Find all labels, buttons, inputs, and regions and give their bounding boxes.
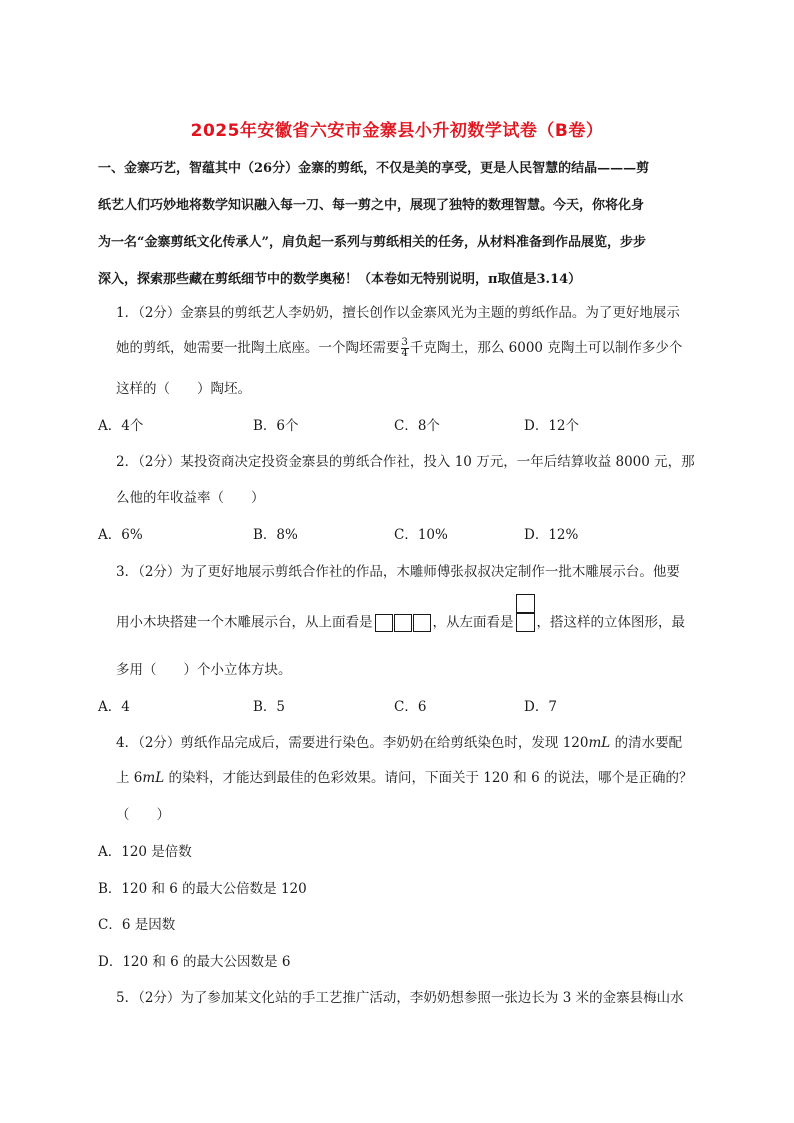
- option-c[interactable]: C．8个: [394, 418, 440, 434]
- q4-line2-b: 的染料，才能达到最佳的色彩效果。请问，下面关于 120 和 6 的说法，哪个是正确的？: [164, 770, 693, 786]
- q2-line2: 么他的年收益率（ ）: [116, 490, 265, 506]
- left-view-figure: [516, 594, 535, 632]
- option-d[interactable]: D．7: [524, 699, 557, 715]
- q4-line1-b: 的清水要配: [610, 735, 683, 751]
- page-title: 2025年安徽省六安市金寨县小升初数学试卷（B卷）: [190, 121, 604, 141]
- option-d[interactable]: D．120 和 6 的最大公因数是 6: [98, 954, 291, 970]
- q4-line1-a: 4．（2分）剪纸作品完成后，需要进行染色。李奶奶在给剪纸染色时，发现 120: [116, 735, 589, 751]
- option-a[interactable]: A．4: [98, 699, 130, 715]
- option-a[interactable]: A．4个: [98, 418, 144, 434]
- section-intro-line: 深入，探索那些藏在剪纸细节中的数学奥秘！（本卷如无特别说明，π取值是3.14）: [98, 272, 582, 287]
- option-b[interactable]: B．6个: [253, 418, 299, 434]
- q4-line2-a: 上 6: [116, 770, 143, 786]
- q2-line1: 2．（2分）某投资商决定投资金寨县的剪纸合作社，投入 10 万元，一年后结算收益 8000 元，那: [116, 454, 695, 470]
- top-view-figure: [375, 614, 431, 632]
- fraction-numerator: 3: [401, 337, 408, 348]
- option-a[interactable]: A．6%: [98, 527, 143, 543]
- unit-ml: mL: [142, 770, 165, 786]
- q1-line2-pre: 她的剪纸，她需要一批陶土底座。一个陶坯需要: [116, 340, 400, 356]
- section-intro: [98, 150, 698, 298]
- option-a[interactable]: A．120 是倍数: [98, 844, 192, 860]
- option-b[interactable]: B．5: [253, 699, 286, 715]
- option-c[interactable]: C．6: [394, 699, 427, 715]
- option-c[interactable]: C．10%: [394, 527, 448, 543]
- unit-ml: mL: [588, 735, 611, 751]
- q1-line1: 1．（2分）金寨县的剪纸艺人李奶奶，擅长创作以金寨风光为主题的剪纸作品。为了更好地展示: [116, 305, 680, 321]
- option-b[interactable]: B．120 和 6 的最大公倍数是 120: [98, 881, 307, 897]
- q1-line3: 这样的（ ）陶坯。: [116, 381, 251, 397]
- option-b[interactable]: B．8%: [253, 527, 298, 543]
- q4-line1: [116, 731, 682, 751]
- q4-line2: [116, 766, 692, 786]
- section-intro-line: 一、金寨巧艺，智蕴其中（26分）金寨的剪纸，不仅是美的享受，更是人民智慧的结晶———剪: [98, 161, 650, 176]
- q4-line3: （ ）: [116, 807, 170, 823]
- q3-line2-b: ，从左面看是: [432, 614, 514, 631]
- section-intro-line: 纸艺人们巧妙地将数学知识融入每一刀、每一剪之中，展现了独特的数理智慧。今天，你将化身: [98, 198, 645, 213]
- q3-line2-a: 用小木块搭建一个木雕展示台，从上面看是: [116, 614, 373, 631]
- q1-line2-post: 千克陶土，那么 6000 克陶土可以制作多少个: [409, 340, 683, 356]
- q5-line1: 5．（2分）为了参加某文化站的手工艺推广活动，李奶奶想参照一张边长为 3 米的金寨县梅山水: [116, 990, 684, 1006]
- q3-line1: 3．（2分）为了更好地展示剪纸合作社的作品，木雕师傅张叔叔决定制作一批木雕展示台。他要: [116, 564, 680, 580]
- fraction-denominator: 4: [401, 348, 408, 359]
- q3-line2-c: ，搭这样的立体图形，最: [536, 614, 685, 631]
- option-d[interactable]: D．12%: [524, 527, 579, 543]
- option-d[interactable]: D．12个: [524, 418, 580, 434]
- q1-line2: [116, 336, 682, 359]
- q3-line2: [116, 594, 685, 632]
- fraction: [401, 338, 409, 359]
- q3-line3: 多用（ ）个小立体方块。: [116, 662, 292, 678]
- section-intro-line: 为一名“金寨剪纸文化传承人”，肩负起一系列与剪纸相关的任务，从材料准备到作品展览，步步: [98, 235, 646, 250]
- option-c[interactable]: C．6 是因数: [98, 917, 176, 933]
